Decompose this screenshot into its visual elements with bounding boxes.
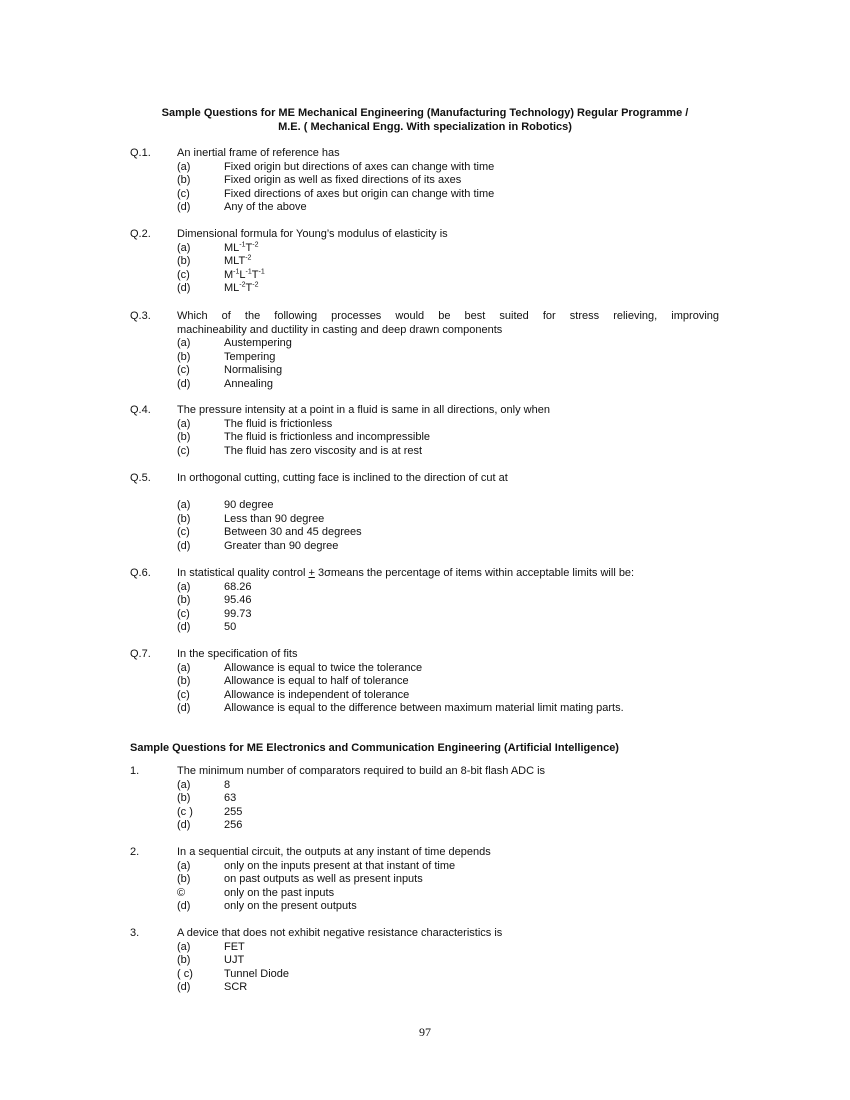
- option-text: Any of the above: [224, 201, 307, 214]
- option-label: (c): [177, 526, 190, 539]
- section-title: Sample Questions for ME Electronics and Communication Engineering (Artificial Intelligence): [130, 742, 619, 754]
- option-text: Tunnel Diode: [224, 967, 290, 980]
- option-text: Between 30 and 45 degrees: [224, 526, 362, 539]
- option-text: Austempering: [224, 337, 292, 350]
- option-label: (b): [177, 873, 191, 886]
- option-d: [177, 540, 737, 554]
- option-text: only on the inputs present at that instant of time: [224, 859, 456, 872]
- option-label: (a): [177, 241, 191, 254]
- option-label: (c): [177, 268, 190, 281]
- question-text: In statistical quality control + 3σmeans the percentage of items within acceptable limits will be:: [177, 567, 635, 579]
- question-text-line2: machineability and ductility in casting and deep drawn components: [177, 323, 503, 336]
- question-text: An inertial frame of reference has: [177, 147, 340, 159]
- question-text: The pressure intensity at a point in a fluid is same in all directions, only when: [177, 404, 550, 416]
- option-a: [177, 161, 737, 175]
- option-text: Normalising: [224, 364, 283, 377]
- option-label: (a): [177, 580, 191, 593]
- option-b: [177, 351, 737, 365]
- option-a: [177, 242, 737, 256]
- question-number: 1.: [130, 765, 140, 777]
- option-text: The fluid is frictionless and incompressible: [224, 431, 431, 444]
- option-d: [177, 621, 737, 635]
- page-number: 97: [419, 1025, 431, 1039]
- option-text: The fluid is frictionless: [224, 417, 333, 430]
- option-a: [177, 418, 737, 432]
- option-label: (a): [177, 859, 191, 872]
- option-label: (d): [177, 201, 191, 214]
- option-c: [177, 689, 737, 703]
- option-text: 50: [224, 621, 237, 634]
- question-number: Q.7.: [130, 648, 151, 660]
- option-c: [177, 445, 737, 459]
- option-text: SCR: [224, 981, 248, 994]
- option-text: Greater than 90 degree: [224, 539, 339, 552]
- option-b: [177, 255, 737, 269]
- option-b: [177, 873, 737, 887]
- option-text: Allowance is independent of tolerance: [224, 688, 410, 701]
- option-c: [177, 188, 737, 202]
- option-a: [177, 860, 737, 874]
- question-number: Q.4.: [130, 404, 151, 416]
- option-label: (c): [177, 607, 190, 620]
- option-formula: $ML^{-1}T^{-2}$: [224, 240, 259, 254]
- option-label: ©: [177, 886, 186, 899]
- option-b: [177, 675, 737, 689]
- question-number: Q.1.: [130, 147, 151, 159]
- option-text: Fixed origin but directions of axes can change with time: [224, 160, 495, 173]
- question-text: In orthogonal cutting, cutting face is inclined to the direction of cut at: [177, 472, 508, 484]
- option-text: only on the past inputs: [224, 886, 335, 899]
- option-b: [177, 594, 737, 608]
- option-formula: $M^{-1}L^{-1}T^{-1}$: [224, 268, 265, 281]
- option-text: 63: [224, 792, 237, 805]
- option-c: [177, 608, 737, 622]
- option-label: (b): [177, 174, 191, 187]
- option-formula: $ML^{-2}T^{-2}$: [224, 281, 259, 295]
- option-d: [177, 900, 737, 914]
- option-text: The fluid has zero viscosity and is at rest: [224, 444, 423, 457]
- option-a: [177, 499, 737, 513]
- question-number: Q.5.: [130, 472, 151, 484]
- option-c: [177, 806, 737, 820]
- option-b: [177, 954, 737, 968]
- document-title-line2: M.E. ( Mechanical Engg. With specialization in Robotics): [278, 121, 572, 133]
- option-label: (b): [177, 431, 191, 444]
- option-text: 68.26: [224, 580, 252, 593]
- question-number: Q.6.: [130, 567, 151, 579]
- option-label: (d): [177, 702, 191, 715]
- option-formula: $MLT^{-2}$: [224, 254, 252, 268]
- option-text: Allowance is equal to the difference between maximum material limit mating parts.: [224, 702, 624, 715]
- option-c: [177, 269, 737, 283]
- question-text: In the specification of fits: [177, 648, 298, 660]
- option-label: (a): [177, 778, 191, 791]
- option-label: (c ): [177, 805, 193, 818]
- option-text: 90 degree: [224, 499, 274, 511]
- option-label: (b): [177, 594, 191, 607]
- option-label: (d): [177, 282, 191, 295]
- option-text: on past outputs as well as present inputs: [224, 873, 423, 886]
- option-text: Allowance is equal to twice the tolerance: [224, 661, 423, 674]
- option-b: [177, 431, 737, 445]
- plus-minus-symbol: +: [308, 567, 315, 579]
- option-b: [177, 174, 737, 188]
- option-label: (c): [177, 444, 190, 457]
- option-label: (b): [177, 792, 191, 805]
- option-text: Allowance is equal to half of tolerance: [224, 675, 409, 688]
- question-text: In a sequential circuit, the outputs at any instant of time depends: [177, 846, 491, 858]
- option-c: [177, 364, 737, 378]
- option-text: 255: [224, 805, 243, 818]
- option-d: [177, 378, 737, 392]
- option-label: (c): [177, 688, 190, 701]
- question-number: Q.2.: [130, 228, 151, 240]
- option-label: (b): [177, 350, 191, 363]
- option-text: UJT: [224, 954, 245, 967]
- option-text: 99.73: [224, 607, 252, 620]
- option-a: [177, 941, 737, 955]
- option-d: [177, 702, 737, 716]
- option-a: [177, 581, 737, 595]
- question-number: Q.3.: [130, 310, 151, 322]
- option-label: (a): [177, 337, 191, 350]
- option-label: (a): [177, 499, 191, 511]
- option-a: [177, 662, 737, 676]
- option-label: (c): [177, 187, 190, 200]
- option-a: [177, 779, 737, 793]
- option-text: Fixed directions of axes but origin can change with time: [224, 187, 495, 200]
- question-text: Dimensional formula for Young’s modulus of elasticity is: [177, 228, 448, 240]
- option-text: 8: [224, 778, 231, 791]
- option-text: Fixed origin as well as fixed directions of its axes: [224, 174, 462, 187]
- option-c: [177, 968, 737, 982]
- option-b: [177, 792, 737, 806]
- option-d: [177, 282, 737, 296]
- option-label: (d): [177, 900, 191, 913]
- question-number: 2.: [130, 846, 140, 858]
- option-c: [177, 887, 737, 901]
- option-text: FET: [224, 940, 245, 953]
- option-text: Tempering: [224, 350, 276, 363]
- option-d: [177, 981, 737, 995]
- option-d: [177, 819, 737, 833]
- option-label: (a): [177, 940, 191, 953]
- option-label: (b): [177, 954, 191, 967]
- option-label: (d): [177, 819, 191, 832]
- option-label: (d): [177, 621, 191, 634]
- document-title-line1: Sample Questions for ME Mechanical Engineering (Manufacturing Technology) Regular Programme /: [161, 107, 689, 119]
- question-text: The minimum number of comparators required to build an 8-bit flash ADC is: [177, 765, 546, 777]
- question-text-line1: Which of the following processes would be best suited for stress relieving, improving: [177, 310, 719, 322]
- option-text: 256: [224, 819, 243, 832]
- question-number: 3.: [130, 927, 140, 939]
- option-label: (d): [177, 378, 191, 390]
- option-label: (c): [177, 364, 190, 377]
- option-d: [177, 201, 737, 215]
- option-label: (d): [177, 981, 191, 994]
- option-a: [177, 337, 737, 351]
- option-text: Less than 90 degree: [224, 512, 325, 525]
- option-label: (a): [177, 160, 191, 173]
- option-label: ( c): [177, 967, 193, 980]
- option-b: [177, 513, 737, 527]
- option-label: (d): [177, 539, 191, 552]
- option-label: (b): [177, 675, 191, 688]
- option-text: only on the present outputs: [224, 900, 357, 913]
- question-text: A device that does not exhibit negative resistance characteristics is: [177, 927, 503, 939]
- option-text: Annealing: [224, 378, 273, 390]
- option-text: 95.46: [224, 594, 252, 607]
- option-label: (b): [177, 512, 191, 525]
- option-c: [177, 526, 737, 540]
- option-label: (b): [177, 255, 191, 268]
- option-label: (a): [177, 661, 191, 674]
- option-label: (a): [177, 417, 191, 430]
